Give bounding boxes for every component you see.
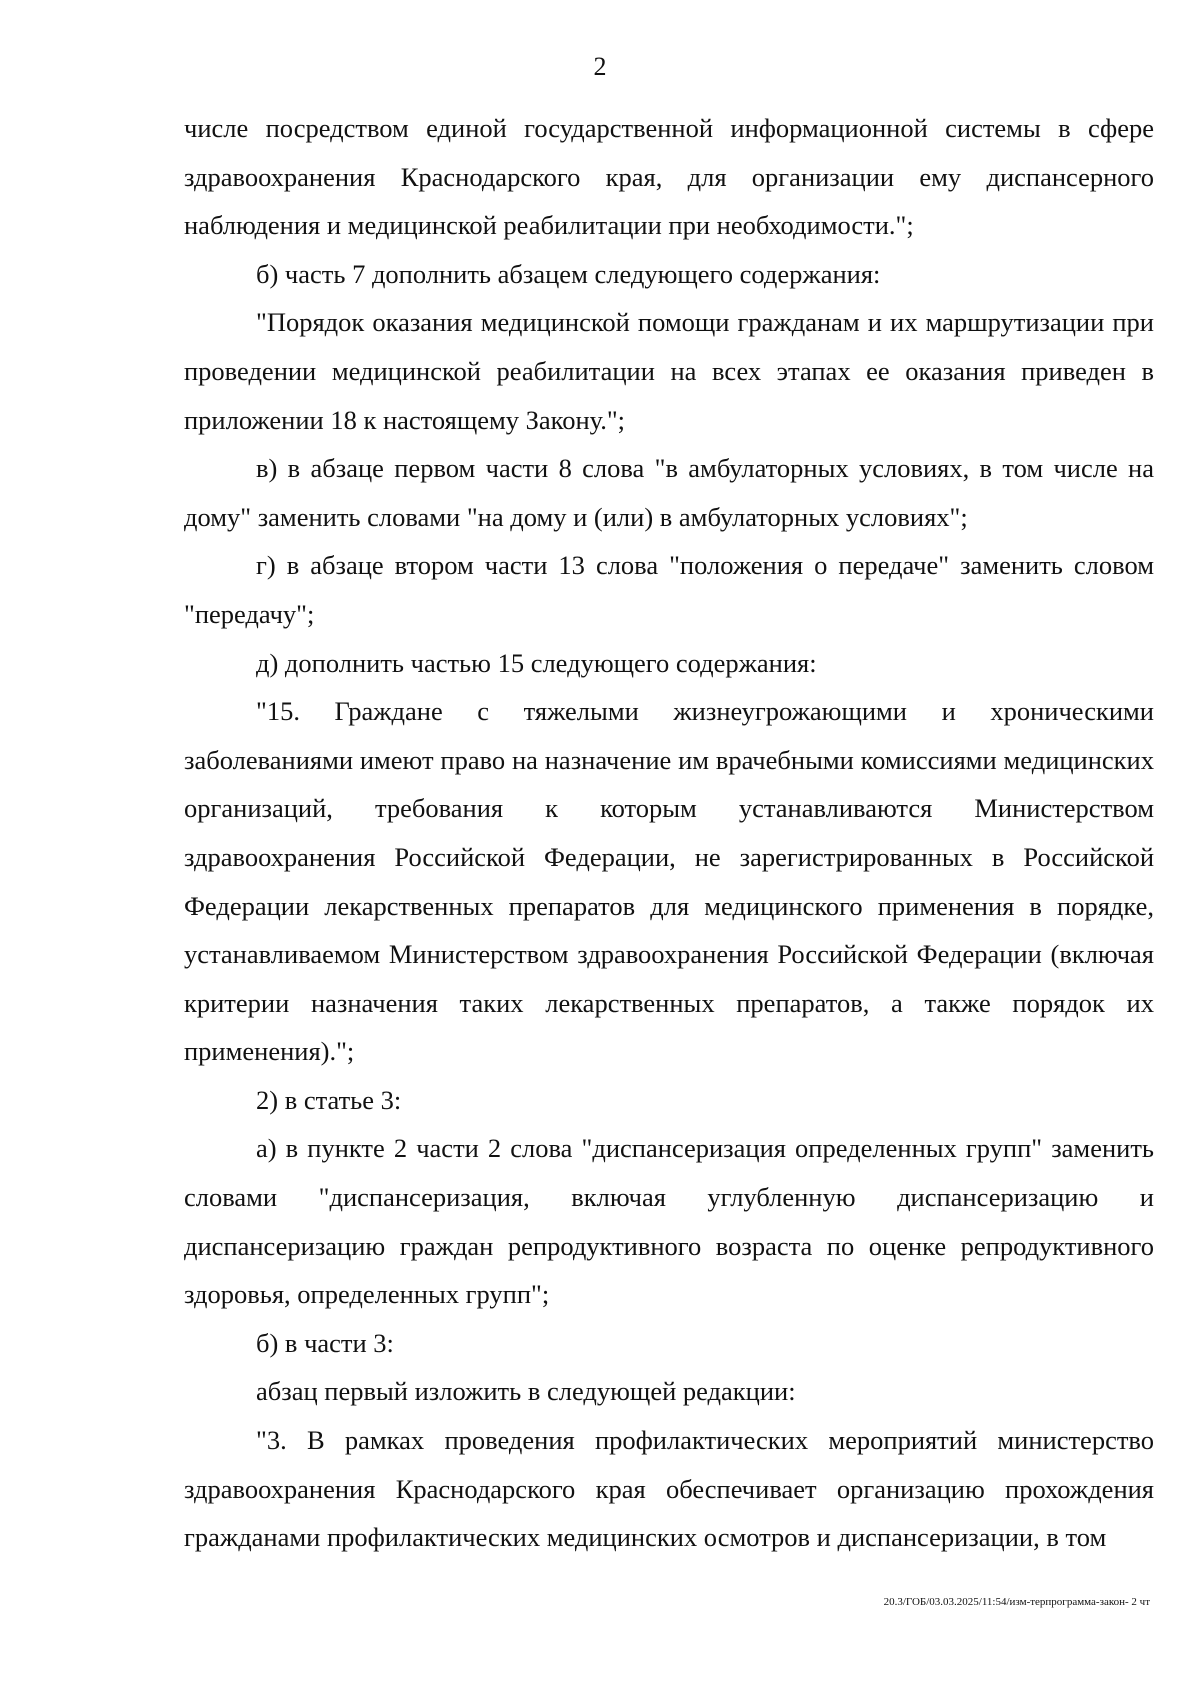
paragraph-item-b: б) часть 7 дополнить абзацем следующего содержания: [256, 258, 881, 289]
paragraph-quote-3: "3. В рамках проведения профилактических мероприятий министерство здравоохранения Краснодарского края обеспечивает организацию прохождения гражданами профилактических медицинских осмотров и диспансеризации, в том [184, 1425, 1154, 1553]
paragraph-article-3: 2) в статье 3: [256, 1084, 402, 1115]
paragraph-item-g: г) в абзаце втором части 13 слова "положения о передаче" заменить словом "передачу"; [184, 550, 1154, 629]
paragraph-first-abzac: абзац первый изложить в следующей редакции: [256, 1376, 796, 1407]
paragraph-item-a: а) в пункте 2 части 2 слова "диспансеризация определенных групп" заменить словами "диспансеризация, включая углубленную диспансеризацию и диспансеризацию граждан репродуктивного возраста по оценке репродуктивного здоровья, определенных групп"; [184, 1133, 1154, 1310]
page-number: 2 [593, 52, 607, 81]
paragraph-item-v: в) в абзаце первом части 8 слова "в амбулаторных условиях, в том числе на дому" заменить словами "на дому и (или) в амбулаторных условиях"; [184, 453, 1154, 532]
paragraph-part-3: б) в части 3: [256, 1327, 394, 1358]
paragraph-item-d: д) дополнить частью 15 следующего содержания: [256, 647, 817, 678]
paragraph-continuation: числе посредством единой государственной информационной системы в сфере здравоохранения Краснодарского края, для организации ему диспансерного наблюдения и медицинской реабилитации при необходимости."; [184, 113, 1154, 241]
paragraph-quote-routing: "Порядок оказания медицинской помощи гражданам и их маршрутизации при проведении медицинской реабилитации на всех этапах ее оказания приведен в приложении 18 к настоящему Закону."; [184, 307, 1154, 435]
footer-reference: 20.3/ГОБ/03.03.2025/11:54/изм-терпрограмма-закон- 2 чт [883, 1596, 1150, 1608]
paragraph-part-15: "15. Граждане с тяжелыми жизнеугрожающими и хроническими заболеваниями имеют право на назначение им врачебными комиссиями медицинских организаций, требования к которым устанавливаются Министерством здравоохранения Российской Федерации, не зарегистрированных в Российской Федерации лекарственных препаратов для медицинского применения в порядке, устанавливаемом Министерством здравоохранения Российской Федерации (включая критерии назначения таких лекарственных препаратов, а также порядок их применения)."; [184, 696, 1154, 1067]
document-body [184, 104, 1154, 1562]
